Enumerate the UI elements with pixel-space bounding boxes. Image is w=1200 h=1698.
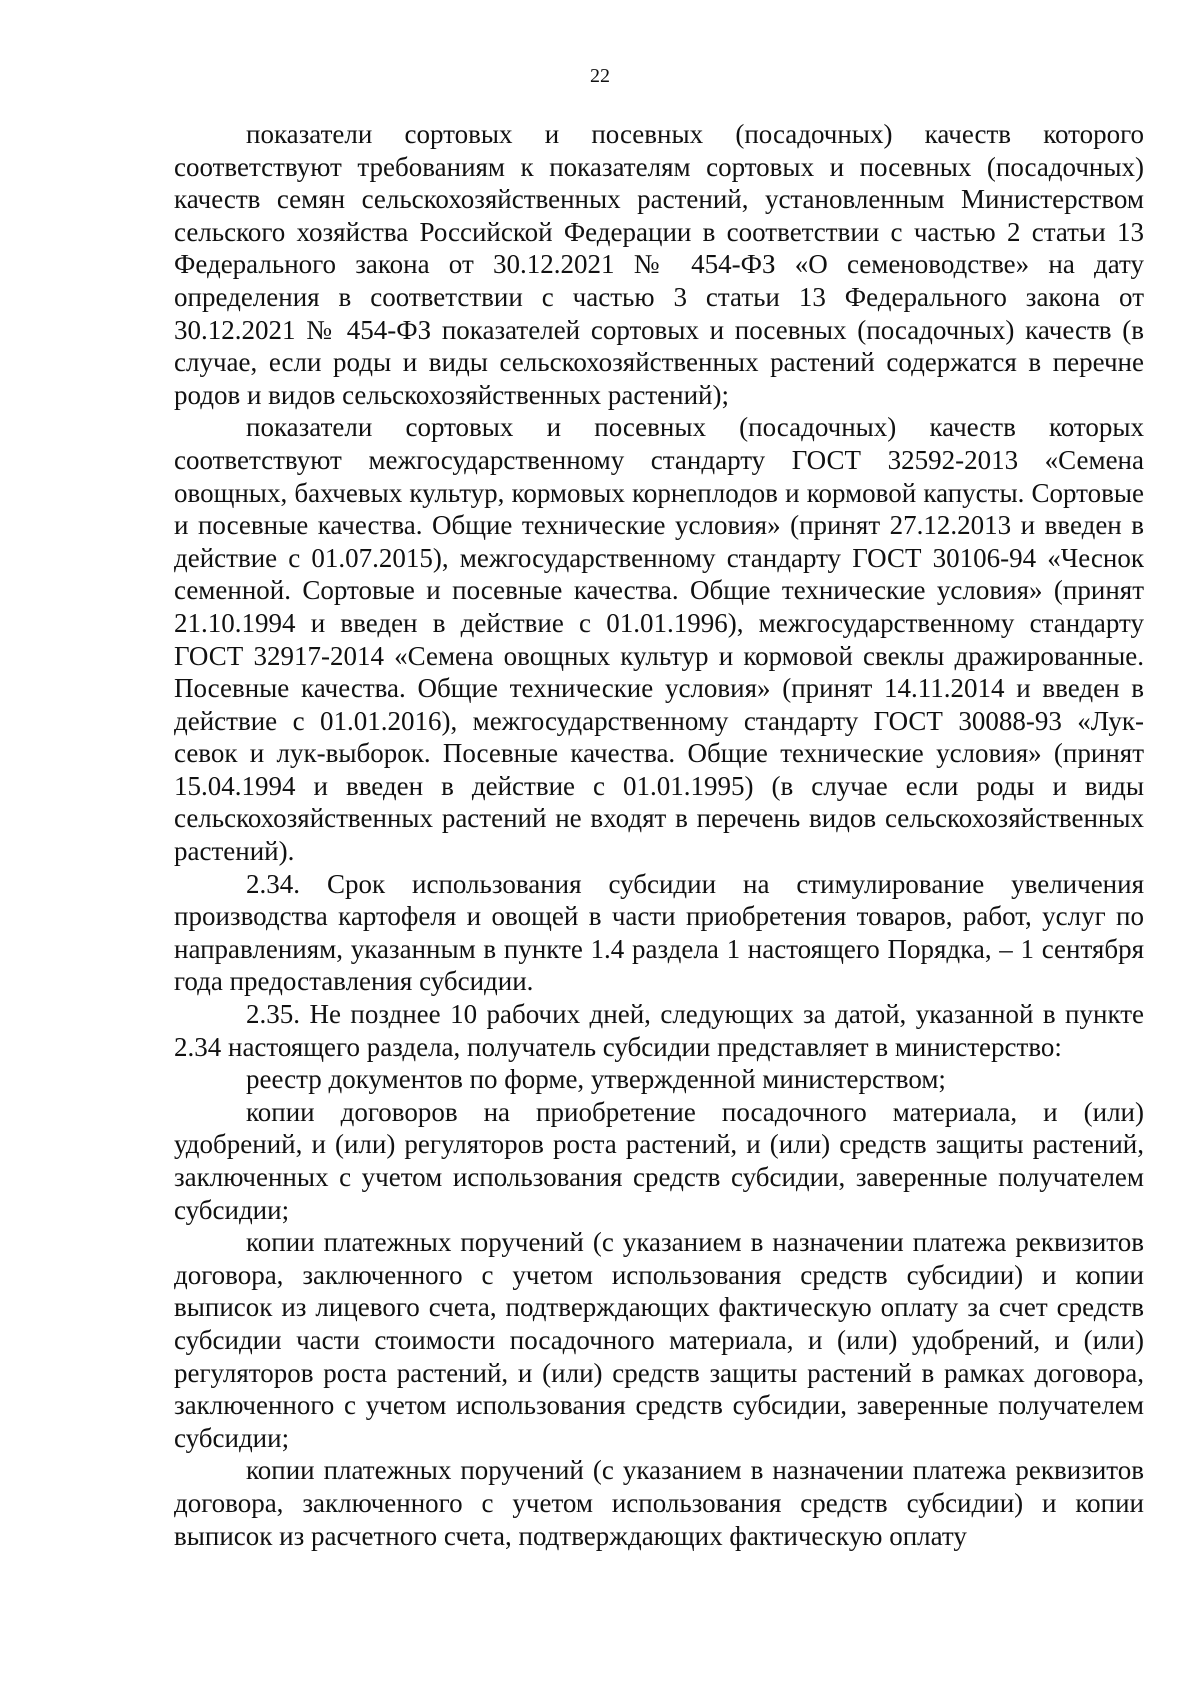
paragraph-document-registry: реестр документов по форме, утвержденной министерством; [246, 1064, 946, 1095]
page-number: 22 [590, 65, 610, 87]
paragraph-contract-copies: копии договоров на приобретение посадочного материала, и (или) удобрений, и (или) регуляторов роста растений, и (или) средств защиты растений, заключенных с учетом использования средств субсидии, заверенные получателем субсидии; [174, 1096, 1144, 1225]
paragraph-payment-orders-personal-account: копии платежных поручений (с указанием в назначении платежа реквизитов договора, заключенного с учетом использования средств субсидии) и копии выписок из лицевого счета, подтверждающих фактическую оплату за счет средств субсидии части стоимости посадочного материала, и (или) удобрений, и (или) регуляторов роста растений, и (или) средств защиты растений в рамках договора, заключенного с учетом использования средств субсидии, заверенные получателем субсидии; [174, 1227, 1144, 1453]
document-body [174, 118, 1144, 1552]
paragraph-clause-2-35: 2.35. Не позднее 10 рабочих дней, следующих за датой, указанной в пункте 2.34 настоящего раздела, получатель субсидии представляет в министерство: [174, 999, 1144, 1062]
paragraph-seed-quality-requirements: показатели сортовых и посевных (посадочных) качеств которого соответствуют требованиям к показателям сортовых и посевных (посадочных) качеств семян сельскохозяйственных растений, установленным Министерством сельского хозяйства Российской Федерации в соответствии с частью 2 статьи 13 Федерального закона от 30.12.2021 № 454-ФЗ «О семеноводстве» на дату определения в соответствии с частью 3 статьи 13 Федерального закона от 30.12.2021 № 454-ФЗ показателей сортовых и посевных (посадочных) качеств (в случае, если роды и виды сельскохозяйственных растений содержатся в перечне родов и видов сельскохозяйственных растений); [174, 119, 1144, 410]
paragraph-clause-2-34: 2.34. Срок использования субсидии на стимулирование увеличения производства картофеля и овощей в части приобретения товаров, работ, услуг по направлениям, указанным в пункте 1.4 раздела 1 настоящего Порядка, – 1 сентября года предоставления субсидии. [174, 868, 1144, 997]
paragraph-payment-orders-settlement-account: копии платежных поручений (с указанием в назначении платежа реквизитов договора, заключенного с учетом использования средств субсидии) и копии выписок из расчетного счета, подтверждающих фактическую оплату [174, 1455, 1144, 1551]
paragraph-gost-standards: показатели сортовых и посевных (посадочных) качеств которых соответствуют межгосударственному стандарту ГОСТ 32592-2013 «Семена овощных, бахчевых культур, кормовых корнеплодов и кормовой капусты. Сортовые и посевные качества. Общие технические условия» (принят 27.12.2013 и введен в действие с 01.07.2015), межгосударственному стандарту ГОСТ 30106-94 «Чеснок семенной. Сортовые и посевные качества. Общие технические условия» (принят 21.10.1994 и введен в действие с 01.01.1996), межгосударственному стандарту ГОСТ 32917-2014 «Семена овощных культур и кормовой свеклы дражированные. Посевные качества. Общие технические условия» (принят 14.11.2014 и введен в действие с 01.01.2016), межгосударственному стандарту ГОСТ 30088-93 «Лук-севок и лук-выборок. Посевные качества. Общие технические условия» (принят 15.04.1994 и введен в действие с 01.01.1995) (в случае если роды и виды сельскохозяйственных растений не входят в перечень видов сельскохозяйственных растений). [174, 412, 1144, 867]
